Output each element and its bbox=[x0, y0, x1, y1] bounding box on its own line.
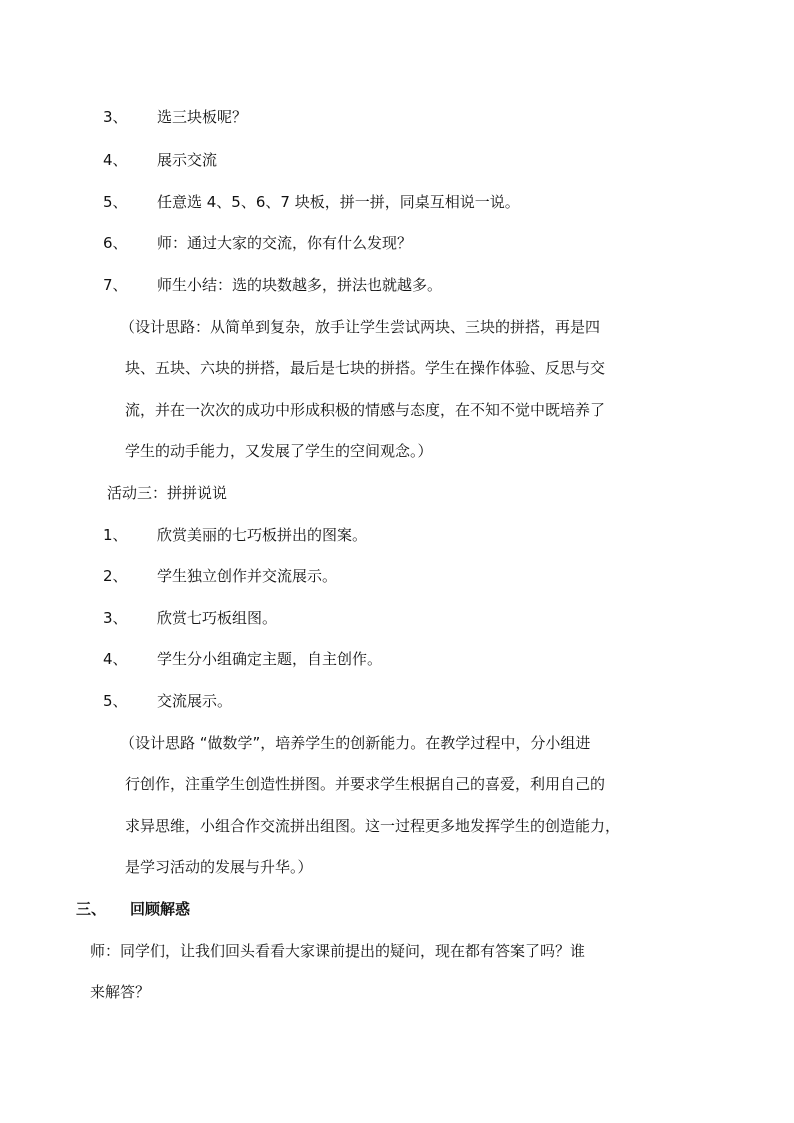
list1-item-5-number: 5、 bbox=[103, 193, 128, 211]
list2-item-4-text: 学生分小组确定主题，自主创作。 bbox=[157, 650, 383, 668]
list2-item-5-text: 交流展示。 bbox=[157, 692, 233, 710]
list1-item-6-number: 6、 bbox=[103, 234, 128, 252]
design-note-1-line-3: 流，并在一次次的成功中形成积极的情感与态度，在不知不觉中既培养了 bbox=[125, 401, 606, 419]
section-3-number: 三、 bbox=[76, 900, 107, 918]
list1-item-3-number: 3、 bbox=[103, 108, 128, 126]
design-note-1-line-4: 学生的动手能力，又发展了学生的空间观念。） bbox=[125, 442, 433, 460]
list1-item-4-text: 展示交流 bbox=[157, 151, 218, 169]
design-note-2-line-3: 求异思维，小组合作交流拼出组图。这一过程更多地发挥学生的创造能力， bbox=[125, 817, 621, 835]
design-note-2-line-4: 是学习活动的发展与升华。） bbox=[125, 858, 313, 876]
list2-item-1-text: 欣赏美丽的七巧板拼出的图案。 bbox=[157, 526, 368, 544]
design-note-2-line-1: （设计思路 “做数学”，培养学生的创新能力。在教学过程中，分小组进 bbox=[120, 734, 591, 752]
list1-item-5-text: 任意选 4、5、6、7 块板，拼一拼，同桌互相说一说。 bbox=[157, 193, 520, 211]
list2-item-2-number: 2、 bbox=[103, 567, 128, 585]
closing-line-2: 来解答？ bbox=[90, 983, 151, 1001]
list1-item-7-number: 7、 bbox=[103, 276, 128, 294]
list2-item-2-text: 学生独立创作并交流展示。 bbox=[157, 567, 338, 585]
activity-3-heading: 活动三：拼拼说说 bbox=[107, 484, 228, 502]
design-note-1-line-2: 块、五块、六块的拼搭，最后是七块的拼搭。学生在操作体验、反思与交 bbox=[125, 359, 606, 377]
closing-line-1: 师：同学们，让我们回头看看大家课前提出的疑问，现在都有答案了吗？谁 bbox=[90, 942, 586, 960]
list1-item-7-text: 师生小结：选的块数越多，拼法也就越多。 bbox=[157, 276, 443, 294]
list1-item-4-number: 4、 bbox=[103, 151, 128, 169]
list2-item-3-text: 欣赏七巧板组图。 bbox=[157, 609, 278, 627]
list2-item-5-number: 5、 bbox=[103, 692, 128, 710]
list2-item-1-number: 1、 bbox=[103, 526, 128, 544]
design-note-1-line-1: （设计思路：从简单到复杂，放手让学生尝试两块、三块的拼搭，再是四 bbox=[120, 318, 601, 336]
design-note-2-line-2: 行创作，注重学生创造性拼图。并要求学生根据自己的喜爱，利用自己的 bbox=[125, 775, 606, 793]
list2-item-4-number: 4、 bbox=[103, 650, 128, 668]
section-3-title: 回顾解惑 bbox=[130, 900, 191, 918]
list1-item-6-text: 师：通过大家的交流，你有什么发现？ bbox=[157, 234, 413, 252]
list1-item-3-text: 选三块板呢？ bbox=[157, 108, 248, 126]
list2-item-3-number: 3、 bbox=[103, 609, 128, 627]
